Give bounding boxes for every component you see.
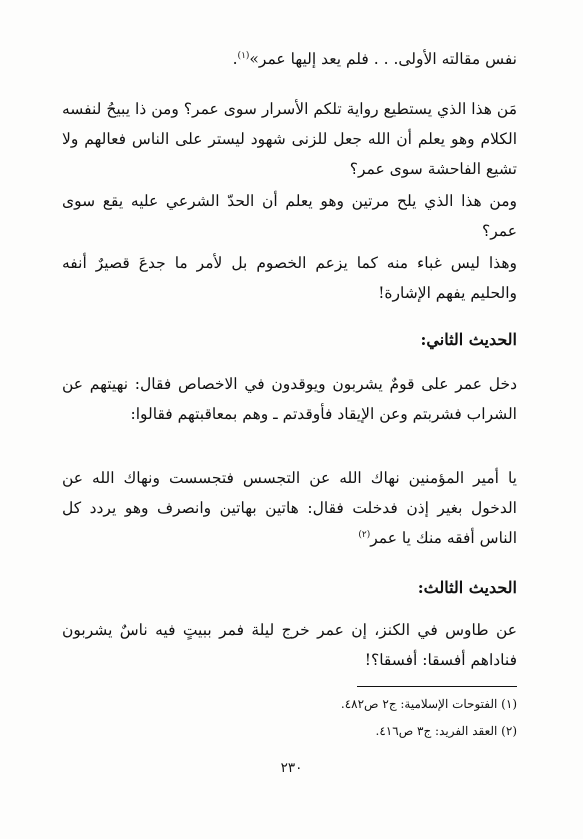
footnote-ref-2: (٢)	[358, 529, 371, 540]
paragraph-6-text: يا أمير المؤمنين نهاك الله عن التجسس فتجسست ونهاك الله عن الدخول بغير إذن فدخلت فقال: هاتين بهاتين وانصرف وهو يردد كل الناس أفقه منك يا عمر	[62, 469, 517, 547]
paragraph-1-tail: .	[232, 50, 238, 68]
paragraph-7: عن طاوس في الكنز، إن عمر خرج ليلة فمر ببيتٍ فيه ناسٌ يشربون فناداهم أفسقا: أفسقا؟!	[62, 621, 517, 669]
footnote-separator	[357, 686, 517, 687]
paragraph-2: مَن هذا الذي يستطيع رواية تلكم الأسرار سوى عمر؟ ومن ذا يبيحُ لنفسه الكلام وهو يعلم أن الله جعل للزنى شهود ليستر على الناس فعالهم ولا تشيع الفاحشة سوى عمر؟	[62, 100, 517, 178]
page-number: ٢٣٠	[280, 760, 303, 776]
heading-third-hadith: الحديث الثالث:	[417, 578, 517, 597]
paragraph-5: دخل عمر على قومٌ يشربون ويوقدون في الاخصاص فقال: نهيتهم عن الشراب فشربتم وعن الإيقاد فأوقدتم ـ وهم بمعاقبتهم فقالوا:	[62, 375, 517, 423]
footnote-2: (٢) العقد الفريد: ج٣ ص٤١٦.	[375, 724, 517, 738]
paragraph-4: وهذا ليس غباء منه كما يزعم الخصوم بل لأمر ما جدعَ قصيرٌ أنفه والحليم يفهم الإشارة!	[62, 254, 517, 302]
footnote-ref-1: (١)	[237, 50, 250, 61]
paragraph-6	[62, 463, 517, 553]
paragraph-1	[62, 44, 517, 74]
paragraph-1-text: نفس مقالته الأولى. . . فلم يعد إليها عمر»	[249, 50, 517, 68]
paragraph-3: ومن هذا الذي يلح مرتين وهو يعلم أن الحدّ الشرعي عليه يقع سوى عمر؟	[62, 192, 517, 240]
footnote-1: (١) الفتوحات الإسلامية: ج٢ ص٤٨٢.	[340, 697, 517, 711]
heading-second-hadith: الحديث الثاني:	[420, 330, 517, 349]
